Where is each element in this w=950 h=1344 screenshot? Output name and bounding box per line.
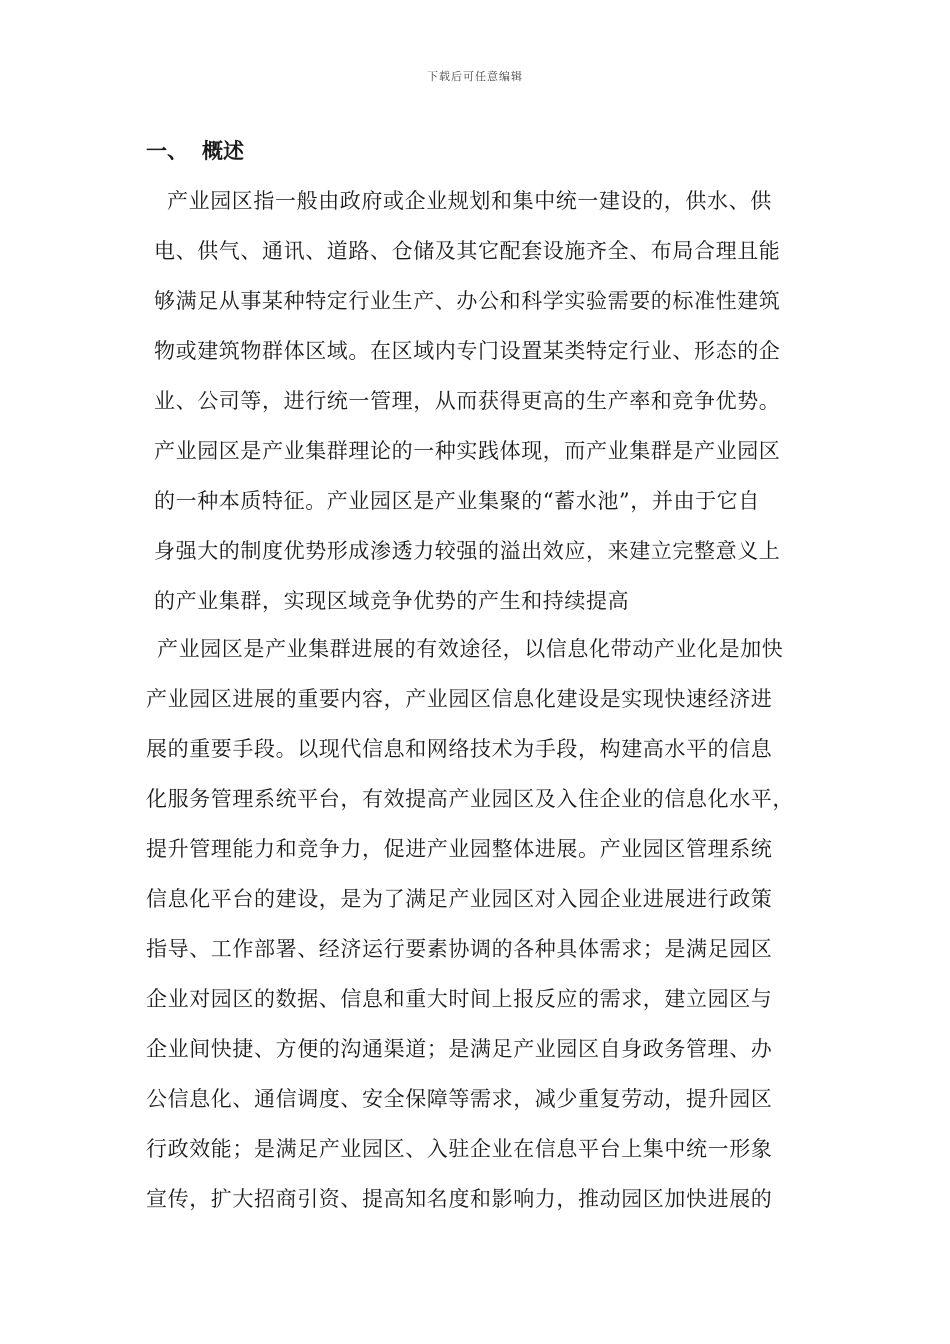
paragraph-line: 展的重要手段。以现代信息和网络技术为手段，构建高水平的信息 [146, 737, 773, 761]
page-header-note: 下载后可任意编辑 [427, 70, 523, 83]
paragraph-line: 行政效能；是满足产业园区、入驻企业在信息平台上集中统一形象 [146, 1137, 773, 1161]
paragraph-line: 的产业集群，实现区域竞争优势的产生和持续提高 [154, 589, 630, 613]
paragraph-line: 产业园区指一般由政府或企业规划和集中统一建设的，供水、供 [167, 189, 772, 213]
section-title: 概述 [202, 138, 244, 163]
paragraph-line: 提升管理能力和竞争力，促进产业园整体进展。产业园区管理系统 [146, 837, 773, 861]
paragraph-line: 产业园区进展的重要内容，产业园区信息化建设是实现快速经济进 [146, 687, 773, 711]
paragraph-line: 身强大的制度优势形成渗透力较强的溢出效应，来建立完整意义上 [154, 539, 781, 563]
paragraph-line: 宣传，扩大招商引资、提高知名度和影响力，推动园区加快进展的 [146, 1187, 773, 1211]
paragraph-line: 信息化平台的建设，是为了满足产业园区对入园企业进展进行政策 [146, 887, 773, 911]
paragraph-line: 指导、工作部署、经济运行要素协调的各种具体需求；是满足园区 [146, 937, 773, 961]
section-number: 一、 [146, 138, 188, 163]
paragraph-line: 企业间快捷、方便的沟通渠道；是满足产业园区自身政务管理、办 [146, 1037, 773, 1061]
paragraph-line: 的一种本质特征。产业园区是产业集聚的“蓄水池”，并由于它自 [154, 489, 760, 513]
paragraph-line: 产业园区是产业集群进展的有效途径，以信息化带动产业化是加快 [157, 637, 784, 661]
paragraph-line: 物或建筑物群体区域。在区域内专门设置某类特定行业、形态的企 [154, 339, 781, 363]
paragraph-line: 公信息化、通信调度、安全保障等需求，减少重复劳动，提升园区 [146, 1087, 773, 1111]
paragraph-line: 企业对园区的数据、信息和重大时间上报反应的需求，建立园区与 [146, 987, 773, 1011]
paragraph-line: 够满足从事某种特定行业生产、办公和科学实验需要的标准性建筑 [154, 289, 781, 313]
paragraph-line: 化服务管理系统平台，有效提高产业园区及入住企业的信息化水平， [146, 787, 794, 811]
paragraph-line: 产业园区是产业集群理论的一种实践体现，而产业集群是产业园区 [154, 439, 781, 463]
section-heading [146, 136, 244, 166]
paragraph-line: 业、公司等，进行统一管理，从而获得更高的生产率和竞争优势。 [154, 389, 781, 413]
paragraph-line: 电、供气、通讯、道路、仓储及其它配套设施齐全、布局合理且能 [154, 239, 781, 263]
